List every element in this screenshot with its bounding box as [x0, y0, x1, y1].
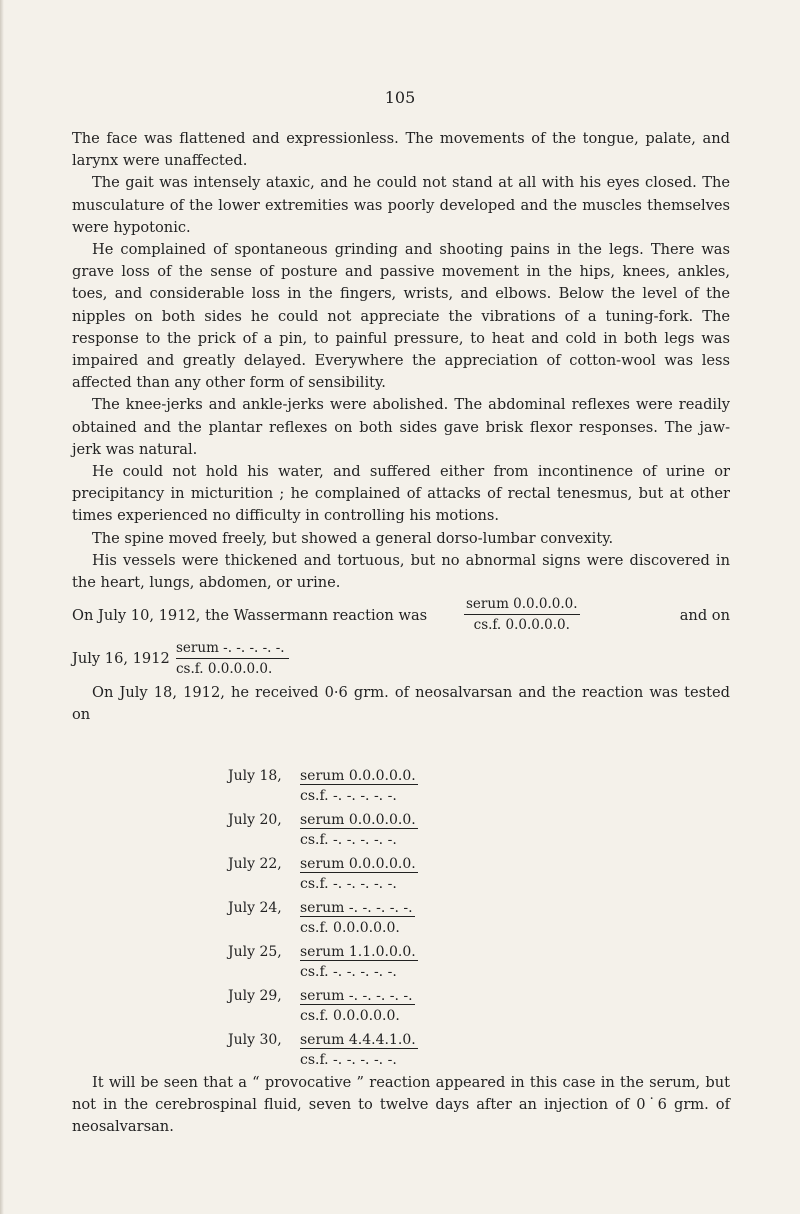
paragraph-vessels: His vessels were thickened and tortuous, but no abnormal signs were discovered in the heart, lungs, abdomen, or urine.: [72, 551, 730, 592]
result-serum: serum 0.0.0.0.0.: [300, 812, 416, 828]
page-number: 105: [384, 88, 416, 107]
result-entry: [228, 1030, 418, 1070]
result-entry: [228, 898, 418, 938]
result-date: July 22,: [228, 856, 282, 872]
paragraph-gait: The gait was intensely ataxic, and he could not stand at all with his eyes closed. The musculature of the lower extremities was poorly developed and the muscles themselves were hypotonic.: [72, 174, 730, 236]
result-csf: cs.f. -. -. -. -. -.: [300, 964, 397, 980]
july16-serum: serum -. -. -. -. -.: [176, 638, 289, 659]
paragraph-pains: He complained of spontaneous grinding and shooting pains in the legs. There was grave loss of the sense of posture and passive movement in the hips, knees, ankles, toes, and considerable loss in the fingers, wrists, and elbows. Below the level of the nipples on both sides he could not appreciate the vibrations of a tuning-fork. The response to the prick of a pin, to painful pressure, to heat and cold in both legs was impaired and greatly delayed. Everywhere the appreciation of cotton-wool was less affected than any other form of sensibility.: [72, 241, 730, 392]
result-serum: serum -. -. -. -. -.: [300, 900, 413, 916]
result-csf: cs.f. 0.0.0.0.0.: [300, 1008, 400, 1024]
result-entry: [228, 854, 418, 894]
result-serum: serum 0.0.0.0.0.: [300, 768, 416, 784]
july16-csf: cs.f. 0.0.0.0.0.: [176, 661, 273, 678]
paragraph-closing: It will be seen that a “ provocative ” reaction appeared in this case in the serum, but not in the cerebrospinal fluid, seven to twelve days after an injection of 0˙6 grm. of neosalvarsan.: [72, 1074, 730, 1136]
result-date: July 29,: [228, 988, 282, 1004]
july16-lead: July 16, 1912: [72, 650, 170, 668]
result-entry: [228, 942, 418, 982]
wassermann-trail: and on: [679, 607, 730, 625]
result-csf: cs.f. 0.0.0.0.0.: [300, 920, 400, 936]
results-table: [228, 766, 418, 1074]
july16-line: [72, 638, 730, 682]
result-date: July 20,: [228, 812, 282, 828]
result-csf: cs.f. -. -. -. -. -.: [300, 1052, 397, 1068]
wassermann-line: [72, 594, 730, 638]
result-serum: serum 0.0.0.0.0.: [300, 856, 416, 872]
result-date: July 18,: [228, 768, 282, 784]
wassermann-lead: On July 10, 1912, the Wassermann reaction was: [72, 607, 428, 625]
result-serum: serum 4.4.4.1.0.: [300, 1032, 416, 1048]
result-csf: cs.f. -. -. -. -. -.: [300, 788, 397, 804]
paragraph-spine: The spine moved freely, but showed a general dorso-lumbar convexity.: [92, 529, 614, 547]
result-csf: cs.f. -. -. -. -. -.: [300, 832, 397, 848]
paragraph-face: The face was flattened and expressionless. The movements of the tongue, palate, and larynx were unaffected.: [72, 130, 730, 170]
paragraph-reflexes: The knee-jerks and ankle-jerks were abolished. The abdominal reflexes were readily obtained and the plantar reflexes on both sides gave brisk flexor responses. The jaw-jerk was natural.: [72, 396, 730, 458]
result-csf: cs.f. -. -. -. -. -.: [300, 876, 397, 892]
result-date: July 30,: [228, 1032, 282, 1048]
result-entry: [228, 986, 418, 1026]
page-edge: [0, 0, 4, 1214]
paragraph-continence: He could not hold his water, and suffered either from incontinence of urine or precipitancy in micturition ; he complained of attacks of rectal tenesmus, but at other times experienced no difficulty in controlling his motions.: [72, 463, 730, 525]
result-date: July 24,: [228, 900, 282, 916]
result-serum: serum -. -. -. -. -.: [300, 988, 413, 1004]
result-date: July 25,: [228, 944, 282, 960]
closing-text: [72, 1072, 730, 1139]
wassermann-serum: serum 0.0.0.0.0.: [464, 594, 580, 615]
paragraph-neosalvarsan: On July 18, 1912, he received 0·6 grm. of neosalvarsan and the reaction was tested on: [72, 684, 730, 724]
body-text: [72, 128, 730, 727]
result-serum: serum 1.1.0.0.0.: [300, 944, 416, 960]
result-entry: [228, 766, 418, 806]
wassermann-fraction: [464, 594, 580, 635]
result-entry: [228, 810, 418, 850]
wassermann-csf: cs.f. 0.0.0.0.0.: [473, 617, 570, 634]
